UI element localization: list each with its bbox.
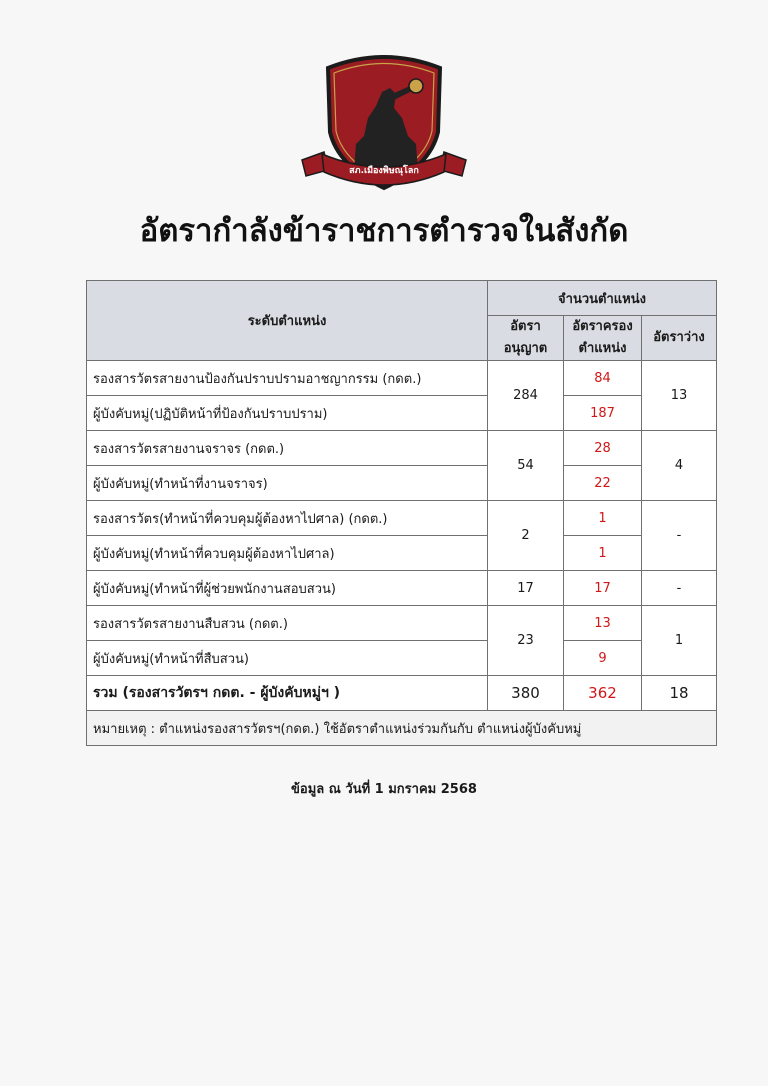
header-vacant: อัตราว่าง [642, 316, 717, 361]
authorized-cell: 23 [488, 606, 564, 676]
table-row [87, 466, 717, 501]
position-cell: ผู้บังคับหมู่(ปฏิบัติหน้าที่ป้องกันปราบปราม) [87, 396, 488, 431]
svg-text:สภ.เมืองพิษณุโลก: สภ.เมืองพิษณุโลก [349, 166, 419, 176]
total-vacant: 18 [642, 676, 717, 711]
header-authorized-line1: อัตรา [510, 319, 541, 334]
occupied-cell: 22 [564, 466, 642, 501]
staffing-table [86, 280, 717, 746]
table-row [87, 536, 717, 571]
occupied-cell: 1 [564, 536, 642, 571]
table-row [87, 571, 717, 606]
occupied-cell: 17 [564, 571, 642, 606]
header-authorized-line2: อนุญาต [503, 341, 548, 357]
occupied-cell: 28 [564, 431, 642, 466]
position-cell: รองสารวัตรสายงานป้องกันปราบปรามอาชญากรรม (กดต.) [87, 361, 488, 396]
total-authorized: 380 [488, 676, 564, 711]
header-position-level: ระดับตำแหน่ง [87, 281, 488, 361]
police-emblem-logo [298, 48, 470, 196]
position-cell: ผู้บังคับหมู่(ทำหน้าที่ควบคุมผู้ต้องหาไปศาล) [87, 536, 488, 571]
table-row [87, 641, 717, 676]
total-label: รวม (รองสารวัตรฯ กดต. - ผู้บังคับหมู่ฯ ) [87, 676, 488, 711]
table-row [87, 361, 717, 396]
note-row [87, 711, 717, 746]
position-cell: ผู้บังคับหมู่(ทำหน้าที่สืบสวน) [87, 641, 488, 676]
table-note: หมายเหตุ : ตำแหน่งรองสารวัตรฯ(กดต.) ใช้อัตราตำแหน่งร่วมกันกับ ตำแหน่งผู้บังคับหมู่ [87, 711, 717, 746]
header-position-count: จำนวนตำแหน่ง [488, 281, 717, 316]
authorized-cell: 17 [488, 571, 564, 606]
vacant-cell: 13 [642, 361, 717, 431]
table-row [87, 501, 717, 536]
header-occupied [564, 316, 642, 361]
position-cell: รองสารวัตรสายงานสืบสวน (กดต.) [87, 606, 488, 641]
header-occupied-line2: ตำแหน่ง [578, 341, 627, 357]
authorized-cell: 2 [488, 501, 564, 571]
table-row [87, 431, 717, 466]
occupied-cell: 1 [564, 501, 642, 536]
vacant-cell: 4 [642, 431, 717, 501]
total-row [87, 676, 717, 711]
total-occupied: 362 [564, 676, 642, 711]
table-row [87, 396, 717, 431]
position-cell: ผู้บังคับหมู่(ทำหน้าที่ผู้ช่วยพนักงานสอบสวน) [87, 571, 488, 606]
position-cell: รองสารวัตร(ทำหน้าที่ควบคุมผู้ต้องหาไปศาล) (กดต.) [87, 501, 488, 536]
data-date-footer: ข้อมูล ณ วันที่ 1 มกราคม 2568 [291, 782, 477, 797]
occupied-cell: 9 [564, 641, 642, 676]
authorized-cell: 284 [488, 361, 564, 431]
vacant-cell: - [642, 501, 717, 571]
authorized-cell: 54 [488, 431, 564, 501]
vacant-cell: - [642, 571, 717, 606]
occupied-cell: 13 [564, 606, 642, 641]
table-row [87, 606, 717, 641]
occupied-cell: 187 [564, 396, 642, 431]
position-cell: รองสารวัตรสายงานจราจร (กดต.) [87, 431, 488, 466]
page-title: อัตรากำลังข้าราชการตำรวจในสังกัด [139, 213, 629, 249]
position-cell: ผู้บังคับหมู่(ทำหน้าที่งานจราจร) [87, 466, 488, 501]
occupied-cell: 84 [564, 361, 642, 396]
vacant-cell: 1 [642, 606, 717, 676]
header-authorized [488, 316, 564, 361]
header-occupied-line1: อัตราครอง [572, 319, 633, 334]
